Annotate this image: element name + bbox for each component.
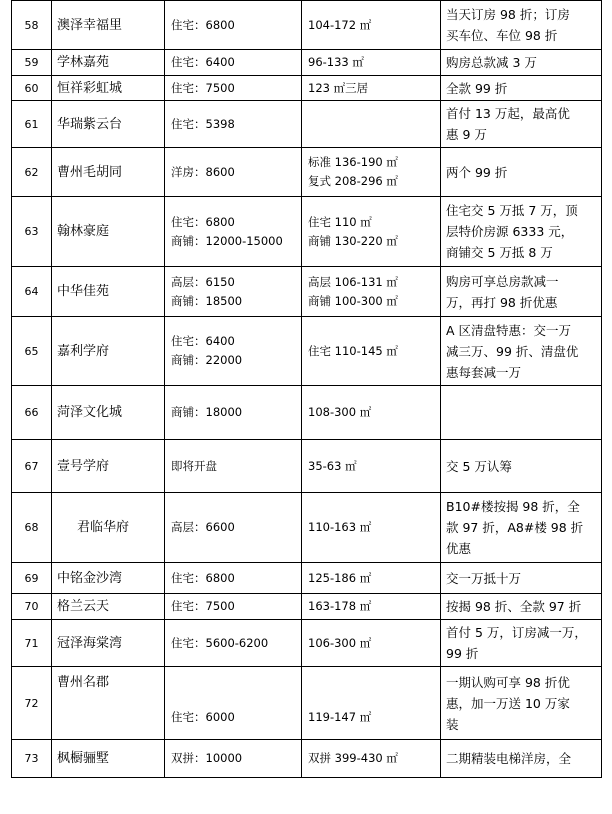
price-line: 住宅：6400 xyxy=(171,334,235,348)
row-number: 72 xyxy=(12,667,52,740)
table-row xyxy=(12,440,602,493)
promo-cell xyxy=(441,317,602,386)
table-row xyxy=(12,197,602,267)
area-line: 商铺 100-300 ㎡ xyxy=(308,293,398,308)
table-row xyxy=(12,267,602,317)
price-cell xyxy=(165,594,302,620)
project-name: 格兰云天 xyxy=(52,594,165,620)
area-cell xyxy=(302,620,441,667)
housing-price-table xyxy=(11,0,602,778)
area-cell xyxy=(302,440,441,493)
project-name: 恒祥彩虹城 xyxy=(52,76,165,101)
table-row xyxy=(12,76,602,101)
price-line: 商铺：22000 xyxy=(171,353,243,367)
price-cell xyxy=(165,76,302,101)
row-number: 60 xyxy=(12,76,52,101)
price-line: 洋房：8600 xyxy=(171,164,235,179)
promo-line: 万，再打 98 折优惠 xyxy=(446,294,558,310)
promo-line: 一期认购可享 98 折优 xyxy=(446,674,570,690)
price-cell xyxy=(165,317,302,386)
promo-cell xyxy=(441,740,602,778)
price-line: 住宅：6800 xyxy=(171,17,235,32)
row-number: 59 xyxy=(12,50,52,76)
table-row xyxy=(12,148,602,197)
table-row xyxy=(12,101,602,148)
row-number: 64 xyxy=(12,267,52,317)
area-cell xyxy=(302,667,441,740)
area-cell xyxy=(302,740,441,778)
promo-line: 减三万、99 折、清盘优 xyxy=(446,343,579,359)
promo-line: 二期精装电梯洋房，全 xyxy=(446,751,572,766)
row-number: 70 xyxy=(12,594,52,620)
price-cell xyxy=(165,1,302,50)
area-cell xyxy=(302,493,441,563)
area-line: 住宅 110-145 ㎡ xyxy=(308,343,398,358)
promo-line: 按揭 98 折、全款 97 折 xyxy=(446,599,582,614)
price-line: 商铺：18000 xyxy=(171,405,243,419)
project-name: 枫橱骊墅 xyxy=(52,740,165,778)
area-line: 住宅 110 ㎡ xyxy=(308,214,372,229)
promo-cell xyxy=(441,440,602,493)
row-number: 68 xyxy=(12,493,52,563)
area-cell xyxy=(302,148,441,197)
promo-line: 惠 9 万 xyxy=(446,127,487,142)
promo-cell xyxy=(441,50,602,76)
promo-line: 购房可享总房款减一 xyxy=(446,273,559,289)
area-line: 106-300 ㎡ xyxy=(308,635,372,650)
area-line: 35-63 ㎡ xyxy=(308,458,357,473)
area-cell xyxy=(302,563,441,594)
table-row xyxy=(12,1,602,50)
price-cell xyxy=(165,101,302,148)
price-line: 高层：6150 xyxy=(171,274,235,289)
promo-cell xyxy=(441,620,602,667)
price-cell xyxy=(165,493,302,563)
project-name: 曹州毛胡同 xyxy=(52,148,165,197)
promo-line: 交 5 万认筹 xyxy=(446,458,512,474)
area-line: 123 ㎡三居 xyxy=(308,80,369,95)
price-cell xyxy=(165,50,302,76)
area-cell xyxy=(302,101,441,148)
promo-cell xyxy=(441,667,602,740)
price-line: 住宅：7500 xyxy=(171,599,235,613)
row-number: 63 xyxy=(12,197,52,267)
promo-line: A 区清盘特惠：交一万 xyxy=(446,322,572,338)
table-row xyxy=(12,386,602,440)
price-line: 住宅：5600-6200 xyxy=(171,635,269,650)
area-line: 163-178 ㎡ xyxy=(308,599,372,613)
area-line: 96-133 ㎡ xyxy=(308,55,364,69)
area-line: 高层 106-131 ㎡ xyxy=(308,274,398,289)
price-cell xyxy=(165,197,302,267)
promo-cell xyxy=(441,197,602,267)
promo-line: 买车位、车位 98 折 xyxy=(446,28,558,43)
row-number: 67 xyxy=(12,440,52,493)
promo-line: 购房总款减 3 万 xyxy=(446,55,537,70)
promo-cell xyxy=(441,267,602,317)
price-cell xyxy=(165,267,302,317)
price-cell xyxy=(165,620,302,667)
promo-line: 交一万抵十万 xyxy=(446,570,522,586)
row-number: 73 xyxy=(12,740,52,778)
row-number: 61 xyxy=(12,101,52,148)
promo-line: 当天订房 98 折；订房 xyxy=(446,7,570,22)
table-row xyxy=(12,740,602,778)
project-name: 翰林豪庭 xyxy=(52,197,165,267)
price-line: 住宅：6800 xyxy=(171,214,235,229)
promo-line: 首付 5 万，订房减一万， xyxy=(446,625,587,640)
table-row xyxy=(12,667,602,740)
area-cell xyxy=(302,386,441,440)
price-line: 即将开盘 xyxy=(171,458,217,473)
table-row xyxy=(12,620,602,667)
area-line: 双拼 399-430 ㎡ xyxy=(308,751,398,765)
promo-cell xyxy=(441,101,602,148)
price-line: 住宅：6400 xyxy=(171,55,235,69)
area-line: 商铺 130-220 ㎡ xyxy=(308,233,398,248)
area-line: 110-163 ㎡ xyxy=(308,520,372,534)
price-cell xyxy=(165,440,302,493)
area-cell xyxy=(302,1,441,50)
project-name: 华瑞紫云台 xyxy=(52,101,165,148)
price-line: 商铺：18500 xyxy=(171,293,243,308)
row-number: 71 xyxy=(12,620,52,667)
row-number: 65 xyxy=(12,317,52,386)
price-cell xyxy=(165,386,302,440)
area-cell xyxy=(302,76,441,101)
promo-line: 优惠 xyxy=(446,541,472,556)
table-row xyxy=(12,563,602,594)
table-row xyxy=(12,594,602,620)
promo-line: 层特价房源 6333 元， xyxy=(446,224,574,239)
area-line: 标准 136-190 ㎡ xyxy=(308,155,398,169)
promo-cell xyxy=(441,563,602,594)
price-line: 商铺：12000-15000 xyxy=(171,233,283,248)
project-name: 冠泽海棠湾 xyxy=(52,620,165,667)
project-name: 中铭金沙湾 xyxy=(52,563,165,594)
area-line: 119-147 ㎡ xyxy=(308,710,372,724)
promo-cell xyxy=(441,1,602,50)
project-name: 菏泽文化城 xyxy=(52,386,165,440)
promo-line: 首付 13 万起，最高优 xyxy=(446,106,570,121)
project-name: 曹州名郡 xyxy=(52,667,165,740)
project-name: 学林嘉苑 xyxy=(52,50,165,76)
promo-cell xyxy=(441,594,602,620)
table-body xyxy=(12,1,602,778)
area-line: 125-186 ㎡ xyxy=(308,570,372,585)
promo-line: 款 97 折，A8#楼 98 折 xyxy=(446,520,584,535)
price-line: 高层：6600 xyxy=(171,520,235,534)
area-line: 104-172 ㎡ xyxy=(308,17,372,32)
table-row xyxy=(12,317,602,386)
area-line: 108-300 ㎡ xyxy=(308,405,372,419)
promo-line: B10#楼按揭 98 折，全 xyxy=(446,499,580,514)
area-cell xyxy=(302,317,441,386)
row-number: 66 xyxy=(12,386,52,440)
price-cell xyxy=(165,563,302,594)
price-line: 住宅：7500 xyxy=(171,80,235,95)
price-line: 住宅：6800 xyxy=(171,570,235,585)
promo-line: 两个 99 折 xyxy=(446,164,508,180)
promo-cell xyxy=(441,148,602,197)
table-row xyxy=(12,50,602,76)
row-number: 58 xyxy=(12,1,52,50)
area-cell xyxy=(302,594,441,620)
price-cell xyxy=(165,148,302,197)
area-cell xyxy=(302,50,441,76)
table-row xyxy=(12,493,602,563)
promo-cell xyxy=(441,493,602,563)
row-number: 62 xyxy=(12,148,52,197)
area-cell xyxy=(302,197,441,267)
price-cell xyxy=(165,740,302,778)
promo-line: 全款 99 折 xyxy=(446,80,508,96)
promo-line: 惠每套减一万 xyxy=(446,364,522,380)
area-cell xyxy=(302,267,441,317)
project-name: 澳泽幸福里 xyxy=(52,1,165,50)
price-line: 双拼：10000 xyxy=(171,751,243,765)
project-name: 嘉利学府 xyxy=(52,317,165,386)
promo-cell xyxy=(441,386,602,440)
promo-line: 装 xyxy=(446,716,459,732)
promo-line: 99 折 xyxy=(446,646,479,661)
project-name: 壹号学府 xyxy=(52,440,165,493)
row-number: 69 xyxy=(12,563,52,594)
area-line: 复式 208-296 ㎡ xyxy=(308,174,398,188)
promo-line: 惠，加一万送 10 万家 xyxy=(446,695,570,711)
price-line: 住宅：6000 xyxy=(171,710,235,724)
promo-line: 住宅交 5 万抵 7 万，顶 xyxy=(446,203,578,218)
project-name: 中华佳苑 xyxy=(52,267,165,317)
price-line: 住宅：5398 xyxy=(171,116,235,131)
price-cell xyxy=(165,667,302,740)
promo-cell xyxy=(441,76,602,101)
project-name: 君临华府 xyxy=(52,493,165,563)
promo-line: 商铺交 5 万抵 8 万 xyxy=(446,245,553,260)
